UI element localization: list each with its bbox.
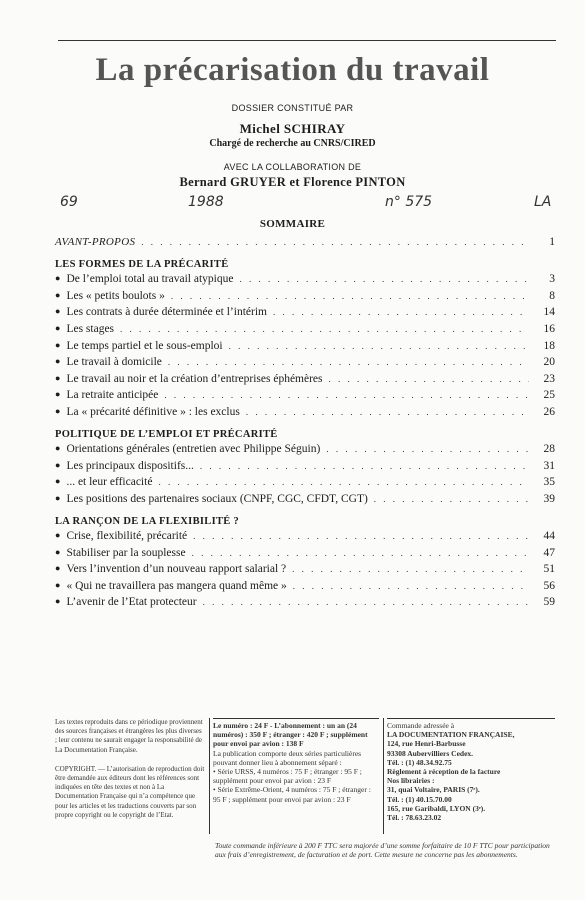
toc-row[interactable] [55, 356, 555, 373]
toc-heading: SOMMAIRE [259, 218, 326, 230]
bullet-icon: ● [55, 273, 61, 284]
toc-item-label: Les positions des partenaires sociaux (CNPF, CGC, CFDT, CGT) [66, 492, 368, 505]
toc-item-label: Les principaux dispositifs... [66, 459, 194, 472]
toc-item-page: 39 [543, 492, 555, 505]
order-line: Nos librairies : [387, 776, 435, 786]
pricing-column [213, 718, 379, 804]
order-line: Tél. : (1) 40.15.70.00 [387, 794, 452, 804]
toc-item-label: Le travail à domicile [66, 356, 162, 369]
series-urss: • Série URSS, 4 numéros : 75 F ; étranger : 95 F ; supplément pour envoi par avion : 23 F [213, 767, 362, 786]
order-line: Tél. : 78.63.23.02 [387, 813, 442, 823]
order-line: Commande adressée à [387, 721, 455, 730]
toc-item-label: Les contrats à durée déterminée et l’intérim [66, 306, 267, 319]
toc-item-page: 1 [549, 236, 555, 248]
toc-item-page: 47 [543, 546, 555, 559]
order-line: 93308 Aubervilliers Cedex. [387, 748, 474, 758]
bullet-icon: ● [55, 389, 61, 400]
order-footnote: Toute commande inférieure à 200 F TTC sera majorée d’une somme forfaitaire de 10 F TTC pour participation aux frais d’enregistrement, de facturation et de port. Cette mesure ne concerne pas les abonnements. [215, 841, 550, 859]
dot-leader [374, 494, 529, 504]
toc-item-page: 18 [543, 339, 555, 352]
toc-item-label: La retraite anticipée [66, 389, 159, 402]
footer-divider [383, 718, 384, 834]
toc-item-page: 31 [543, 459, 555, 472]
toc-item-label: Orientations générales (entretien avec Philippe Séguin) [66, 443, 321, 456]
series-extreme-orient: • Série Extrême-Orient, 4 numéros : 75 F ; étranger : 95 F ; supplément pour envoi par avion : 23 F [213, 785, 371, 804]
bullet-icon: ● [55, 530, 61, 541]
toc-row[interactable] [55, 323, 555, 340]
bullet-icon: ● [55, 492, 61, 503]
toc-item-label: La « précarité définitive » : les exclus [66, 405, 240, 418]
toc-item-label: Le temps partiel et le sous-emploi [66, 339, 223, 352]
bullet-icon: ● [55, 405, 61, 416]
toc-item-page: 26 [543, 405, 555, 418]
toc-item-page: 20 [543, 356, 555, 369]
sources-notice: Les textes reproduits dans ce périodique proviennent des sources françaises et étrangères les plus diverses ; leur contenu ne saurait engager la responsabilité de La Documentation Française. [55, 718, 203, 754]
toc-item-page: 8 [549, 289, 555, 302]
footer-divider [209, 718, 210, 834]
bullet-icon: ● [55, 289, 61, 300]
dot-leader [293, 581, 529, 591]
toc-item-label: De l’emploi total au travail atypique [66, 273, 234, 286]
order-line: 165, rue Garibaldi, LYON (3ᵉ). [387, 803, 486, 813]
toc-item-page: 51 [543, 563, 555, 576]
toc-item-label: Crise, flexibilité, précarité [66, 530, 188, 543]
dot-leader [164, 390, 529, 400]
toc-item-page: 44 [543, 530, 555, 543]
toc-item-page: 28 [543, 443, 555, 456]
order-line: 31, quai Voltaire, PARIS (7ᵉ). [387, 785, 480, 795]
order-line: LA DOCUMENTATION FRANÇAISE, [387, 730, 515, 740]
legal-notice-column [55, 718, 205, 820]
toc-item-label: AVANT-PROPOS [55, 236, 136, 248]
toc-row[interactable] [55, 443, 555, 460]
order-line: Règlement à réception de la facture [387, 767, 501, 777]
toc-item-label: Le travail au noir et la création d’entreprises éphémères [66, 372, 323, 385]
dot-leader [329, 374, 529, 384]
toc-row[interactable] [55, 340, 555, 357]
bullet-icon: ● [55, 476, 61, 487]
bullet-icon: ● [55, 306, 61, 317]
toc-item-label: Les stages [66, 322, 115, 335]
bullet-icon: ● [55, 563, 61, 574]
dot-leader [273, 307, 529, 317]
dossier-label: DOSSIER CONSTITUÉ PAR [231, 103, 354, 113]
toc-item-page: 23 [543, 372, 555, 385]
toc-row[interactable] [55, 290, 555, 307]
dot-leader [193, 531, 529, 541]
toc-item-label: ... et leur efficacité [66, 476, 153, 489]
toc-row[interactable] [55, 406, 555, 423]
price-info: Le numéro : 24 F - L’abonnement : un an (24 numéros) : 350 F ; étranger : 420 F ; supplément pour envoi par avion : 138 F [213, 721, 368, 749]
bullet-icon: ● [55, 596, 61, 607]
top-rule [58, 40, 556, 41]
toc-row[interactable] [55, 493, 555, 510]
toc-row[interactable] [55, 547, 555, 564]
dot-leader [246, 407, 529, 417]
toc-row[interactable] [55, 530, 555, 547]
section-title: LA RANÇON DE LA FLEXIBILITÉ ? [55, 515, 240, 527]
bullet-icon: ● [55, 372, 61, 383]
table-of-contents [55, 236, 555, 613]
toc-item-label: Stabiliser par la souplesse [66, 546, 186, 559]
toc-item-label: L’avenir de l’Etat protecteur [66, 596, 197, 609]
collaboration-label: AVEC LA COLLABORATION DE [223, 162, 362, 172]
bullet-icon: ● [55, 546, 61, 557]
dot-leader [158, 477, 529, 487]
dot-leader [203, 597, 529, 607]
dot-leader [229, 341, 529, 351]
dot-leader [171, 291, 529, 301]
toc-row[interactable] [55, 476, 555, 493]
toc-row-avant-propos[interactable] [55, 236, 555, 253]
handwritten-note-2: 1988 [188, 194, 224, 210]
dot-leader [120, 324, 529, 334]
bullet-icon: ● [55, 459, 61, 470]
toc-item-page: 56 [543, 579, 555, 592]
dot-leader [141, 237, 529, 247]
toc-row[interactable] [55, 460, 555, 477]
toc-row[interactable] [55, 306, 555, 323]
toc-item-page: 14 [543, 306, 555, 319]
toc-item-page: 35 [543, 476, 555, 489]
handwritten-note-1: 69 [60, 194, 78, 210]
author-name: Michel SCHIRAY [239, 121, 346, 136]
toc-row[interactable] [55, 596, 555, 613]
order-line: 124, rue Henri-Barbusse [387, 739, 466, 749]
toc-item-page: 16 [543, 322, 555, 335]
dot-leader [192, 548, 529, 558]
handwritten-note-3: n° 575 [385, 194, 433, 210]
handwritten-note-4: LA [534, 194, 552, 210]
toc-item-label: Les « petits boulots » [66, 289, 165, 302]
collaborators: Bernard GRUYER et Florence PINTON [179, 175, 406, 189]
toc-row[interactable] [55, 373, 555, 390]
author-affiliation: Chargé de recherche au CNRS/CIRED [209, 138, 376, 149]
series-intro: La publication comporte deux séries particulières pouvant donner lieu à abonnement séparé : [213, 748, 362, 767]
dot-leader [168, 357, 529, 367]
publication-footer [55, 718, 555, 878]
section-title: LES FORMES DE LA PRÉCARITÉ [55, 258, 229, 270]
toc-item-page: 25 [543, 389, 555, 402]
toc-row[interactable] [55, 389, 555, 406]
section-title: POLITIQUE DE L’EMPLOI ET PRÉCARITÉ [55, 428, 278, 440]
dot-leader [292, 564, 529, 574]
toc-item-label: Vers l’invention d’un nouveau rapport salarial ? [66, 563, 287, 576]
bullet-icon: ● [55, 322, 61, 333]
order-column [387, 718, 555, 822]
order-line: Tél. : (1) 48.34.92.75 [387, 757, 452, 767]
toc-row[interactable] [55, 273, 555, 290]
page-title: La précarisation du travail [95, 52, 490, 88]
bullet-icon: ● [55, 339, 61, 350]
copyright-notice: COPYRIGHT. — L’autorisation de reproduction doit être demandée aux éditeurs dont les références sont indiquées en tête des textes et non à La Documentation Française qui n’a compétence que pour les articles et les traductions couverts par son propre copyright ou le copyright de l’Etat. [55, 764, 205, 819]
bullet-icon: ● [55, 356, 61, 367]
toc-item-label: « Qui ne travaillera pas mangera quand même » [66, 579, 287, 592]
toc-row[interactable] [55, 580, 555, 597]
dot-leader [326, 444, 529, 454]
toc-row[interactable] [55, 563, 555, 580]
toc-item-page: 59 [543, 596, 555, 609]
toc-item-page: 3 [549, 273, 555, 286]
dot-leader [239, 274, 529, 284]
bullet-icon: ● [55, 579, 61, 590]
bullet-icon: ● [55, 443, 61, 454]
dot-leader [200, 461, 529, 471]
